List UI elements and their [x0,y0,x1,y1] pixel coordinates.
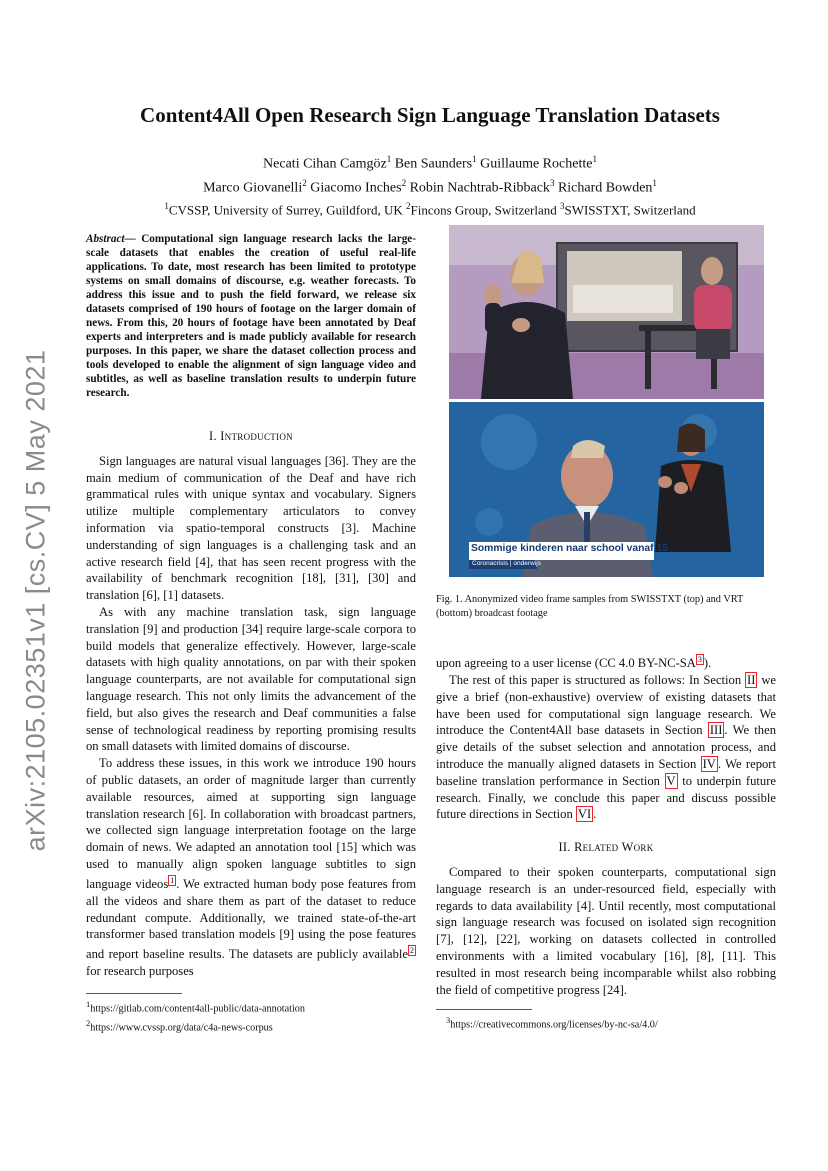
section-link-v[interactable]: V [666,773,676,788]
footnotes-right [446,1013,776,1032]
author-affil-mark: 1 [472,154,477,164]
figure-caption: Fig. 1. Anonymized video frame samples from SWISSTXT (top) and VRT (bottom) broadcast footage [436,594,744,619]
paragraph-text: ). [703,656,712,671]
abstract [86,232,416,400]
footnote-url[interactable]: https://gitlab.com/content4all-public/data-annotation [90,1003,305,1015]
paragraph-text: we give a brief (non-exhaustive) overview of existing datasets that have been used for computational sign language research. We introduce the Content4All base datasets in Section [436,672,776,738]
paragraph-text: . We extracted human body pose features from all the videos and share them as part of the dataset to reduce redundant compute. Additionally, we trained state-of-the-art transformer based translation models [9] using the pose features and report baseline results. The datasets are publicly available [86,876,416,962]
paragraph [436,652,776,672]
author-name: Robin Nachtrab-Ribback [409,180,550,196]
footnote-link-3[interactable]: 3 [697,655,702,664]
footnote [86,997,416,1016]
author-affil-mark: 1 [652,177,657,188]
left-column [86,232,416,980]
author-name: Necati Cihan Camgöz [263,156,387,172]
abstract-text: — Computational sign language research lacks the large-scale datasets that enables the creation of useful real-life applications. To date, most research has been limited to prototype systems on small domains of discourse, e.g. weather forecasts. To address this issue and to push the field forward, we release six datasets comprised of 190 hours of footage on the larger domain of news. From this, 20 hours of footage have been annotated by Deaf experts and interpreters and is made publicly available for research purposes. In this paper, we share the dataset collection process and tools developed to enable the alignment of sign language video and subtitles, as well as baseline translation results to underpin future research. [86,233,416,399]
arxiv-stamp-text: arXiv:2105.02351v1 [cs.CV] 5 May 2021 [20,349,51,851]
author-affil-mark: 1 [386,154,392,164]
footnote-mark: 3 [446,1015,451,1025]
vrt-frame [449,402,764,577]
paragraph [436,672,776,823]
affiliation-text: Fincons Group, Switzerland [410,202,560,218]
author-affil-mark: 3 [549,177,555,188]
section-title: Introduction [220,429,293,443]
section-numeral: I. [209,429,221,443]
news-ticker-subtitle: Coronacrisis | onderwijs [472,560,541,567]
abstract-label: Abstract [86,233,125,245]
section-title: Related Work [574,840,654,855]
section-heading-introduction [86,428,416,445]
footnote-url[interactable]: https://www.cvssp.org/data/c4a-news-corpus [90,1022,273,1034]
footnote-link-1[interactable]: 1 [170,875,175,885]
author-name: Marco Giovanelli [203,180,303,196]
arxiv-stamp [18,349,54,851]
affil-mark: 3 [559,201,565,212]
paragraph-text: . We then give details of the subset selection and annotation process, and introduce the manually aligned datasets in Section [436,723,776,771]
right-column [436,652,776,998]
paragraph: Sign languages are natural visual languages [36]. They are the main medium of communication of the Deaf and have rich grammatical rules with unique syntax and vocabulary. Signers utilize multiple complementary articulators to convey information via spatio-temporal constructs [3]. Machine understanding of sign languages is a challenging task and an active research field [4], that has seen recent progress with the availability of benchmark recognition [18], [31], [30] and translation [6], [1] datasets. [86,453,416,603]
section-numeral: II. [558,840,575,855]
paragraph-text: for research purposes [86,964,194,979]
footnote [86,1016,416,1035]
news-ticker-headline: Sommige kinderen naar school vanaf 15 [471,543,668,554]
paper-title: Content4All Open Research Sign Language Translation Datasets [140,103,720,127]
author-block [80,150,780,220]
footnote-rule [86,993,182,994]
section-heading-related-work [436,839,776,856]
paragraph-text: . We report baseline translation performance in Section [436,756,776,788]
author-affil-mark: 2 [401,177,407,188]
footnote-link-2[interactable]: 2 [410,946,414,956]
footnote [446,1013,776,1032]
paragraph: Compared to their spoken counterparts, computational sign language research is an under-resourced field, especially with regards to data availability [4]. Until recently, most computational sign language research was focused on isolated sign recognition [7], [12], [22], working on datasets collected in controlled environments with a limited vocabulary [16], [8], [11]. This resulted in most research being incomparable whilst also robbing the field of competitive progress [24]. [436,864,776,997]
affiliation-text: SWISSTXT, Switzerland [564,202,696,218]
affiliations [80,197,780,219]
paragraph-text: To address these issues, in this work we introduce 190 hours of public datasets, an order of magnitude larger than currently available resources, aimed at supporting sign language translation research [6]. In collaboration with broadcast partners, we collected sign language interpretation footage on the large domain of news. We adapted an annotation tool [15] which was used to manually align spoken language subtitles to sign language videos [86,756,416,891]
author-affil-mark: 1 [592,154,597,164]
paragraph: As with any machine translation task, sign language translation [9] and production [34] require large-scale corpora to build models that generalize effectively. However, large-scale datasets with high quality annotations, on par with their spoken language counterparts, are not available for computational sign language research. This not only limits the advancement of the field, but also gives the research and Deaf communities a false sense of technological readiness by reporting promising results on small datasets with limited domains of discourse. [86,604,416,754]
affil-mark: 1 [164,201,169,212]
author-line-2 [80,174,780,198]
section-link-ii[interactable]: II [747,672,756,687]
author-line-1 [80,150,780,174]
footnote-mark: 1 [86,999,91,1009]
paragraph-text: . [593,807,597,822]
footnote-rule [436,1009,532,1010]
author-name: Giacomo Inches [310,180,402,196]
section-link-iv[interactable]: IV [702,756,716,771]
author-affil-mark: 2 [302,177,307,188]
paragraph-text: to underpin future research. Finally, we conclude this paper and discuss possible future directions in Section [436,773,776,822]
paragraph [86,755,416,980]
author-name: Ben Saunders [394,156,473,172]
affil-mark: 2 [405,201,411,212]
author-name: Richard Bowden [557,180,653,196]
footnotes-left [86,997,416,1036]
footnote-mark: 2 [86,1018,91,1029]
section-link-vi[interactable]: VI [577,807,592,822]
figure-1 [449,225,764,577]
section-link-iii[interactable]: III [709,723,723,738]
paragraph-text: upon agreeing to a user license (CC 4.0 BY-NC-SA [436,656,696,671]
footnote-url[interactable]: https://creativecommons.org/licenses/by-nc-sa/4.0/ [450,1019,658,1031]
paragraph-text: The rest of this paper is structured as follows: In Section [449,672,746,687]
author-name: Guillaume Rochette [480,156,593,172]
affiliation-text: CVSSP, University of Surrey, Guildford, UK [168,202,406,218]
swisstxt-frame [449,225,764,399]
swisstxt-frame-image [449,225,764,399]
